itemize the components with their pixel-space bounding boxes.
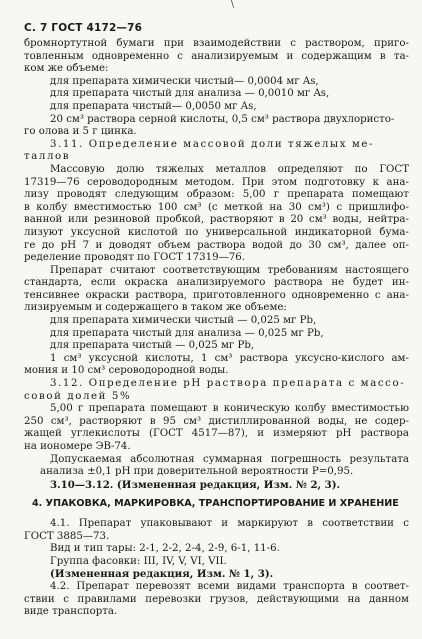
text-line: лизуют уксусной кислотой по универсальной индикаторной бума-: [24, 226, 409, 238]
text-line: для препарата химически чистый— 0,0004 мг As,: [50, 75, 319, 87]
text-line: 5,00 г препарата помещают в коническую колбу вместимостью: [50, 403, 409, 415]
spacer: [24, 511, 409, 518]
text-line: тенсивнее окраски раствора, приготовленного одновременно с ана-: [24, 289, 409, 301]
text-line: совой долей 5%: [24, 390, 132, 402]
text-line: для препарата чистый для анализа — 0,025 мг Pb,: [50, 327, 324, 339]
text-line: 4.1. Препарат упаковывают и маркируют в соответствии с: [50, 517, 409, 529]
text-line: виде транспорта.: [24, 606, 118, 618]
text-line: го олова и 5 г цинка.: [24, 126, 137, 138]
text-line: ге до рН 7 и доводят объем раствора водой до 30 см³, далее оп-: [24, 239, 409, 251]
text-line: (Измененная редакция, Изм. № 1, 3).: [50, 568, 274, 581]
text-line: жащей углекислоты (ГОСТ 4517—87), и измеряют рН раствора: [24, 428, 409, 440]
section-heading: 4. УПАКОВКА, МАРКИРОВКА, ТРАНСПОРТИРОВАНИЕ И ХРАНЕНИЕ: [32, 498, 399, 510]
text-line: стандарта, если окраска анализируемого раствора не будет ин-: [24, 277, 409, 289]
text-line: ределение проводят по ГОСТ 17319—76.: [24, 252, 245, 264]
text-line: Массовую долю тяжелых металлов определяют по ГОСТ: [50, 163, 409, 175]
text-line: 20 см³ раствора серной кислоты, 0,5 см³ раствора двухлористо-: [50, 113, 395, 125]
text-line: 1 см³ уксусной кислоты, 1 см³ раствора уксусно-кислого ам-: [50, 352, 409, 364]
text-line: 4.2. Препарат перевозят всеми видами транспорта в соответ-: [50, 580, 409, 592]
text-line: лизируемым и содержащего в таком же объеме:: [24, 302, 287, 314]
text-line: в колбу вместимостью 100 см³ (с меткой на 30 см³) с пришлифо-: [24, 201, 409, 213]
document-body: [24, 38, 409, 619]
text-line: мония и 10 см³ сероводородной воды.: [24, 365, 229, 377]
page-header: С. 7 ГОСТ 4172—76: [24, 22, 143, 34]
text-line: ванной или резиновой пробкой, растворяют в 20 см³ воды, нейтра-: [24, 214, 409, 226]
text-line: 3.12. Определение рН раствора препарата с массо-: [50, 378, 406, 390]
text-line: бромнортутной бумаги при взаимодействии с раствором, приго-: [24, 38, 409, 49]
text-line: Допускаемая абсолютная суммарная погрешность результата: [50, 453, 409, 465]
text-line: 250 см³, растворяют в 95 см³ дистиллированной воды, не содер-: [24, 415, 409, 427]
text-line: товленным одновременно с анализируемым и содержащим в та-: [24, 50, 409, 62]
text-line: таллов: [24, 151, 71, 163]
text-line: 17319—76 сероводородным методом. При этом подготовку к ана-: [24, 176, 409, 188]
spacer: [24, 491, 409, 498]
text-line: Препарат считают соответствующим требованиям настоящего: [50, 264, 409, 276]
text-line: для препарата химически чистый — 0,025 мг Pb,: [50, 315, 317, 327]
text-line: для препарата чистый для анализа — 0,0010 мг As,: [50, 88, 330, 100]
text-line: Вид и тип тары: 2-1, 2-2, 2-4, 2-9, 6-1, 11-6.: [50, 543, 280, 555]
text-line: на иономере ЭВ-74.: [24, 441, 131, 452]
text-line: ствии с правилами перевозки грузов, действующими на данном: [24, 593, 409, 605]
text-line: для препарата чистый— 0,0050 мг As,: [50, 100, 257, 112]
text-line: 3.10—3.12. (Измененная редакция, Изм. № 2, 3).: [50, 478, 341, 491]
text-line: анализа ±0,1 рН при доверительной вероятности P=0,95.: [40, 466, 354, 478]
text-line: Группа фасовки: III, IV, V, VI, VII.: [50, 555, 227, 567]
text-line: ГОСТ 3885—73.: [24, 530, 110, 542]
scan-mark: \: [231, 0, 235, 10]
text-line: лизу проводят следующим образом: 5,00 г препарата помещают: [24, 189, 409, 201]
text-line: 3.11. Определение массовой доли тяжелых ме-: [50, 138, 375, 150]
text-line: для препарата чистый — 0,025 мг Pb,: [50, 340, 255, 352]
text-line: ком же объеме:: [24, 63, 109, 75]
